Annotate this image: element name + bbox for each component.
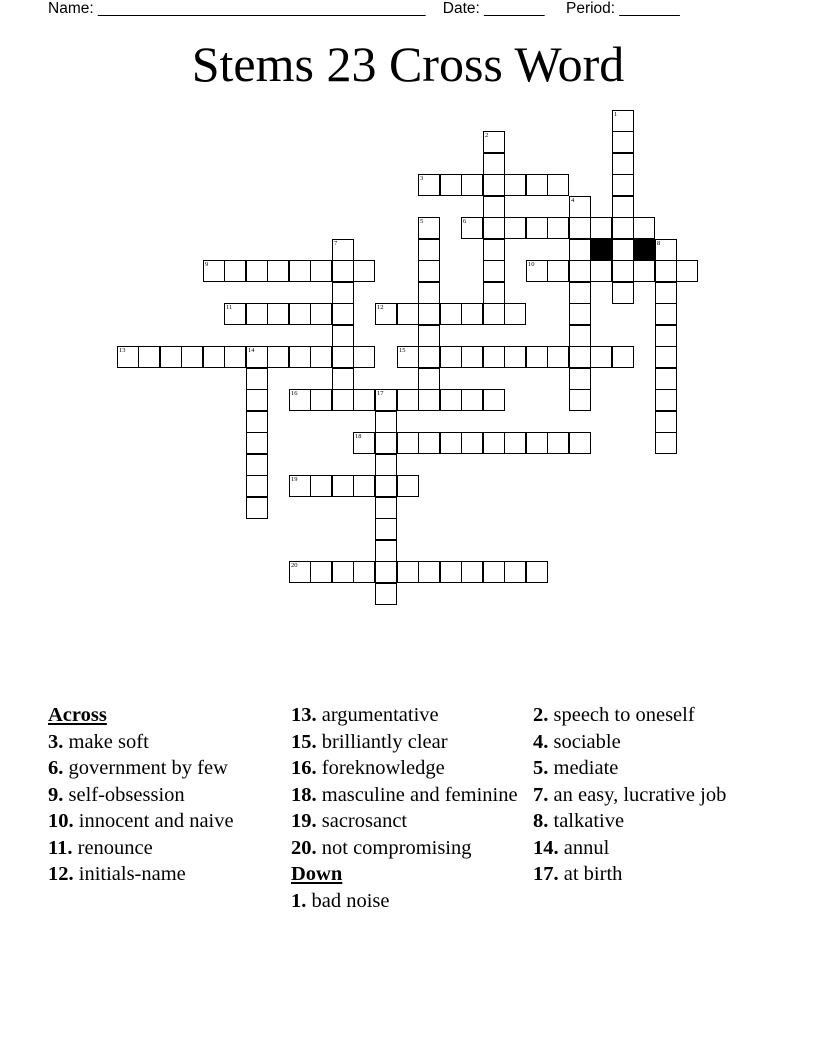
crossword-cell[interactable] [612, 110, 634, 132]
across-clue: 15. brilliantly clear [291, 730, 448, 753]
crossword-cell[interactable] [655, 239, 677, 261]
crossword-cell[interactable] [655, 325, 677, 347]
crossword-cell[interactable] [224, 346, 246, 368]
crossword-cell[interactable] [353, 260, 375, 282]
crossword-cell[interactable] [246, 303, 268, 325]
down-clue: 2. speech to oneself [533, 704, 695, 726]
crossword-cell[interactable] [332, 368, 354, 390]
crossword-cell[interactable] [526, 174, 548, 196]
crossword-cell[interactable] [310, 303, 332, 325]
crossword-cell[interactable] [612, 131, 634, 153]
crossword-cell[interactable] [375, 411, 397, 433]
crossword-cell[interactable] [440, 432, 462, 454]
across-clue: 20. not compromising [291, 836, 472, 859]
crossword-cell[interactable] [461, 303, 483, 325]
crossword-cell[interactable] [138, 346, 160, 368]
crossword-cell[interactable] [504, 303, 526, 325]
crossword-block-cell [633, 239, 655, 261]
cell-number: 1 [614, 111, 618, 118]
crossword-cell[interactable] [483, 282, 505, 304]
crossword-cell[interactable] [289, 303, 311, 325]
crossword-cell[interactable] [310, 475, 332, 497]
clues-column-3 [533, 704, 768, 890]
crossword-cell[interactable] [418, 217, 440, 239]
down-clue: 4. sociable [533, 730, 621, 753]
crossword-cell[interactable] [246, 389, 268, 411]
crossword-cell[interactable] [375, 497, 397, 519]
crossword-cell[interactable] [117, 346, 139, 368]
crossword-cell[interactable] [375, 518, 397, 540]
crossword-cell[interactable] [526, 260, 548, 282]
crossword-cell[interactable] [612, 239, 634, 261]
cell-number: 9 [205, 261, 209, 268]
crossword-cell[interactable] [353, 346, 375, 368]
crossword-cell[interactable] [289, 346, 311, 368]
crossword-cell[interactable] [289, 389, 311, 411]
cell-number: 3 [420, 175, 424, 182]
crossword-cell[interactable] [203, 346, 225, 368]
crossword-cell[interactable] [461, 432, 483, 454]
crossword-cell[interactable] [440, 346, 462, 368]
crossword-cell[interactable] [569, 432, 591, 454]
crossword-cell[interactable] [569, 217, 591, 239]
crossword-cell[interactable] [246, 411, 268, 433]
crossword-cell[interactable] [224, 303, 246, 325]
crossword-cell[interactable] [181, 346, 203, 368]
crossword-cell[interactable] [440, 561, 462, 583]
crossword-cell[interactable] [504, 561, 526, 583]
crossword-cell[interactable] [547, 432, 569, 454]
crossword-cell[interactable] [289, 561, 311, 583]
crossword-cell[interactable] [483, 389, 505, 411]
clues-column-1 [48, 704, 283, 890]
crossword-cell[interactable] [547, 346, 569, 368]
across-clue: 10. innocent and naive [48, 810, 234, 832]
crossword-cell[interactable] [655, 282, 677, 304]
cell-number: 12 [377, 304, 384, 311]
crossword-cell[interactable] [612, 260, 634, 282]
crossword-cell[interactable] [655, 432, 677, 454]
crossword-cell[interactable] [483, 239, 505, 261]
crossword-cell[interactable] [353, 475, 375, 497]
crossword-cell[interactable] [483, 432, 505, 454]
crossword-cell[interactable] [203, 260, 225, 282]
crossword-cell[interactable] [655, 411, 677, 433]
crossword-cell[interactable] [655, 368, 677, 390]
crossword-cell[interactable] [310, 346, 332, 368]
crossword-cell[interactable] [483, 303, 505, 325]
crossword-cell[interactable] [332, 260, 354, 282]
crossword-cell[interactable] [332, 325, 354, 347]
across-clue: 11. renounce [48, 836, 153, 859]
crossword-cell[interactable] [246, 475, 268, 497]
crossword-cell[interactable] [547, 217, 569, 239]
crossword-cell[interactable] [375, 561, 397, 583]
crossword-cell[interactable] [375, 540, 397, 562]
crossword-block-cell [590, 239, 612, 261]
crossword-cell[interactable] [397, 303, 419, 325]
down-heading: Down [291, 863, 343, 885]
crossword-cell[interactable] [418, 239, 440, 261]
cell-number: 13 [119, 347, 126, 354]
crossword-cell[interactable] [547, 174, 569, 196]
crossword-cell[interactable] [526, 346, 548, 368]
crossword-cell[interactable] [418, 346, 440, 368]
across-clue: 9. self-obsession [48, 783, 185, 806]
crossword-cell[interactable] [655, 389, 677, 411]
crossword-cell[interactable] [353, 432, 375, 454]
crossword-cell[interactable] [418, 174, 440, 196]
crossword-cell[interactable] [461, 217, 483, 239]
crossword-cell[interactable] [612, 196, 634, 218]
cell-number: 14 [248, 347, 255, 354]
crossword-cell[interactable] [569, 196, 591, 218]
across-clue: 12. initials-name [48, 863, 186, 885]
down-clue: 1. bad noise [291, 889, 390, 912]
cell-number: 4 [571, 197, 575, 204]
crossword-cell[interactable] [655, 260, 677, 282]
cell-number: 15 [399, 347, 406, 354]
cell-number: 17 [377, 390, 384, 397]
crossword-cell[interactable] [526, 561, 548, 583]
crossword-cell[interactable] [246, 260, 268, 282]
cell-number: 19 [291, 476, 298, 483]
crossword-cell[interactable] [332, 282, 354, 304]
name-date-period-line: Name: ______________________________________ Date: _______ Period: _______ [48, 0, 680, 17]
across-clue: 16. foreknowledge [291, 757, 445, 779]
crossword-cell[interactable] [397, 346, 419, 368]
crossword-cell[interactable] [461, 346, 483, 368]
crossword-cell[interactable] [483, 174, 505, 196]
crossword-cell[interactable] [590, 217, 612, 239]
crossword-cell[interactable] [246, 346, 268, 368]
crossword-cell[interactable] [418, 389, 440, 411]
cell-number: 2 [485, 132, 489, 139]
crossword-cell[interactable] [612, 346, 634, 368]
crossword-cell[interactable] [375, 454, 397, 476]
crossword-cell[interactable] [504, 217, 526, 239]
cell-number: 20 [291, 562, 298, 569]
crossword-cell[interactable] [504, 174, 526, 196]
crossword-cell[interactable] [676, 260, 698, 282]
crossword-cell[interactable] [310, 260, 332, 282]
crossword-cell[interactable] [569, 303, 591, 325]
crossword-cell[interactable] [289, 475, 311, 497]
crossword-cell[interactable] [418, 325, 440, 347]
crossword-cell[interactable] [418, 303, 440, 325]
cell-number: 5 [420, 218, 424, 225]
across-clue: 13. argumentative [291, 704, 439, 726]
crossword-cell[interactable] [267, 346, 289, 368]
crossword-cell[interactable] [440, 303, 462, 325]
crossword-cell[interactable] [375, 475, 397, 497]
crossword-cell[interactable] [569, 368, 591, 390]
down-clue: 7. an easy, lucrative job [533, 783, 727, 806]
crossword-cell[interactable] [224, 260, 246, 282]
crossword-cell[interactable] [504, 346, 526, 368]
crossword-cell[interactable] [461, 561, 483, 583]
crossword-cell[interactable] [569, 239, 591, 261]
crossword-cell[interactable] [397, 389, 419, 411]
crossword-cell[interactable] [353, 561, 375, 583]
crossword-cell[interactable] [418, 260, 440, 282]
crossword-cell[interactable] [569, 260, 591, 282]
across-clue: 3. make soft [48, 730, 149, 753]
crossword-cell[interactable] [569, 346, 591, 368]
crossword-cell[interactable] [310, 561, 332, 583]
crossword-cell[interactable] [246, 497, 268, 519]
crossword-cell[interactable] [569, 389, 591, 411]
crossword-cell[interactable] [590, 346, 612, 368]
crossword-cell[interactable] [418, 561, 440, 583]
crossword-cell[interactable] [397, 561, 419, 583]
crossword-cell[interactable] [590, 260, 612, 282]
clues-column-2 [291, 704, 526, 916]
page-title: Stems 23 Cross Word [191, 36, 625, 92]
across-clue: 19. sacrosanct [291, 810, 408, 832]
crossword-cell[interactable] [483, 260, 505, 282]
crossword-cell[interactable] [310, 389, 332, 411]
cell-number: 16 [291, 390, 298, 397]
crossword-cell[interactable] [375, 303, 397, 325]
crossword-cell[interactable] [418, 282, 440, 304]
crossword-cell[interactable] [569, 282, 591, 304]
crossword-cell[interactable] [267, 303, 289, 325]
across-clue: 6. government by few [48, 757, 228, 779]
crossword-cell[interactable] [332, 239, 354, 261]
crossword-cell[interactable] [267, 260, 289, 282]
crossword-cell[interactable] [612, 153, 634, 175]
crossword-cell[interactable] [633, 260, 655, 282]
cell-number: 11 [226, 304, 233, 311]
crossword-cell[interactable] [332, 389, 354, 411]
crossword-cell[interactable] [375, 389, 397, 411]
crossword-cell[interactable] [332, 561, 354, 583]
crossword-cell[interactable] [461, 174, 483, 196]
down-clue: 14. annul [533, 836, 610, 859]
crossword-cell[interactable] [160, 346, 182, 368]
crossword-cell[interactable] [397, 475, 419, 497]
cell-number: 18 [355, 433, 362, 440]
crossword-cell[interactable] [375, 583, 397, 605]
across-clue: 18. masculine and feminine [291, 783, 518, 806]
crossword-cell[interactable] [483, 346, 505, 368]
cell-number: 7 [334, 240, 338, 247]
crossword-cell[interactable] [332, 303, 354, 325]
crossword-cell[interactable] [246, 432, 268, 454]
crossword-cell[interactable] [569, 325, 591, 347]
crossword-cell[interactable] [418, 432, 440, 454]
crossword-cell[interactable] [526, 432, 548, 454]
crossword-cell[interactable] [440, 389, 462, 411]
down-clue: 17. at birth [533, 863, 623, 885]
crossword-cell[interactable] [440, 174, 462, 196]
cell-number: 6 [463, 218, 467, 225]
down-clue: 5. mediate [533, 757, 619, 779]
crossword-cell[interactable] [547, 260, 569, 282]
cell-number: 10 [528, 261, 535, 268]
crossword-cell[interactable] [289, 260, 311, 282]
crossword-cell[interactable] [418, 368, 440, 390]
crossword-cell[interactable] [246, 368, 268, 390]
crossword-cell[interactable] [461, 389, 483, 411]
crossword-cell[interactable] [504, 432, 526, 454]
down-clue: 8. talkative [533, 810, 625, 832]
crossword-cell[interactable] [612, 174, 634, 196]
crossword-cell[interactable] [483, 153, 505, 175]
crossword-cell[interactable] [612, 217, 634, 239]
crossword-cell[interactable] [353, 389, 375, 411]
crossword-cell[interactable] [633, 217, 655, 239]
crossword-cell[interactable] [483, 196, 505, 218]
crossword-cell[interactable] [483, 217, 505, 239]
crossword-cell[interactable] [655, 303, 677, 325]
crossword-cell[interactable] [483, 561, 505, 583]
crossword-cell[interactable] [397, 432, 419, 454]
crossword-cell[interactable] [612, 282, 634, 304]
cell-number: 8 [657, 240, 661, 247]
crossword-cell[interactable] [375, 432, 397, 454]
crossword-cell[interactable] [246, 454, 268, 476]
crossword-cell[interactable] [332, 346, 354, 368]
crossword-cell[interactable] [332, 475, 354, 497]
across-heading: Across [48, 704, 107, 726]
crossword-cell[interactable] [526, 217, 548, 239]
crossword-cell[interactable] [483, 131, 505, 153]
crossword-cell[interactable] [655, 346, 677, 368]
